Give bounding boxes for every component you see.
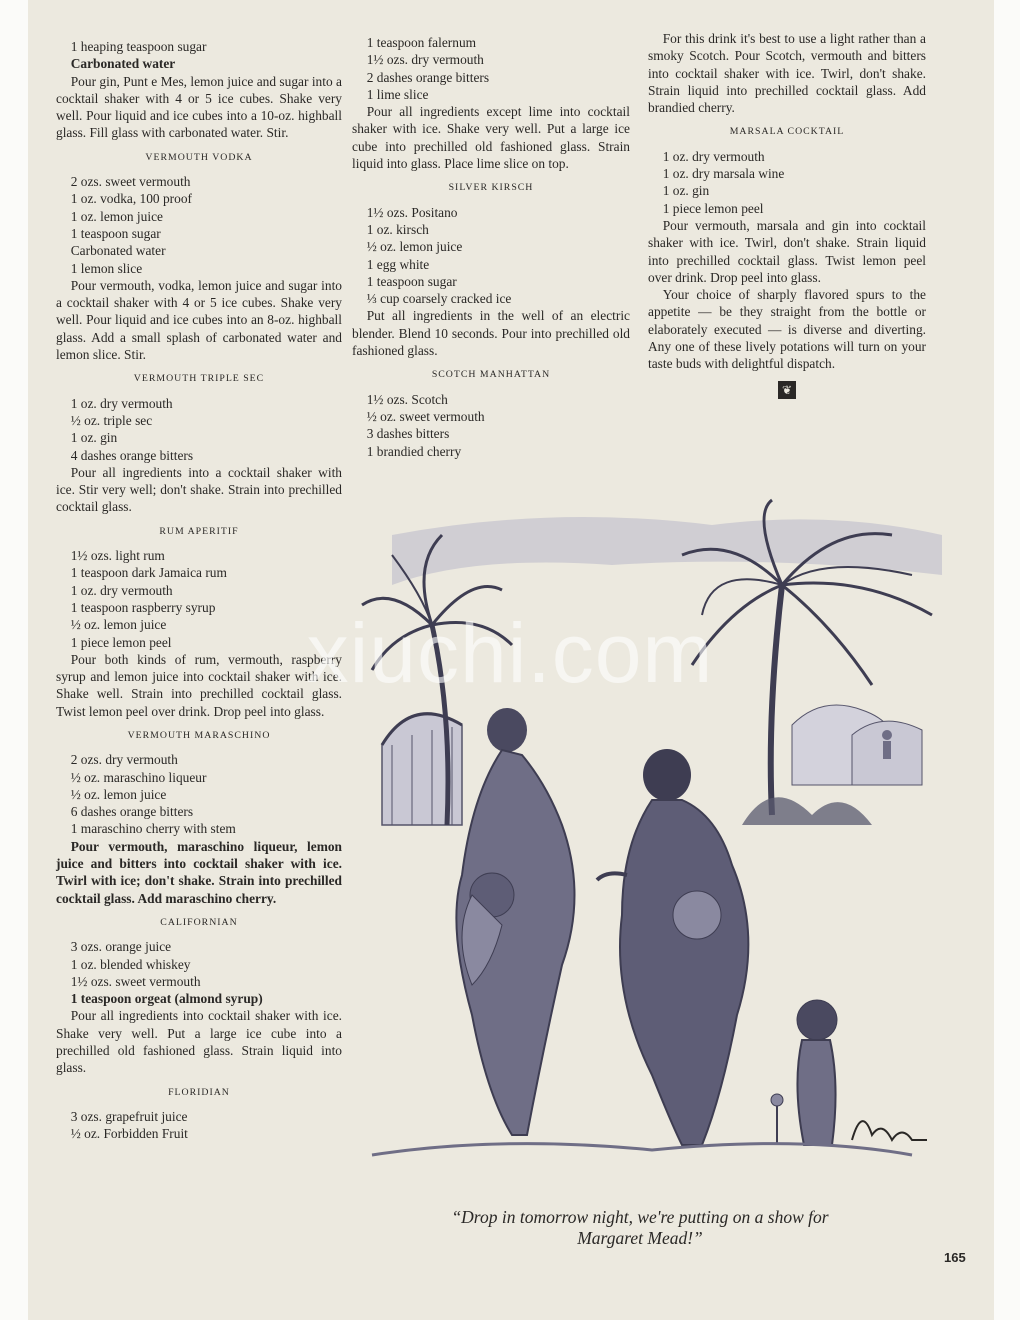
ingredient-line: 1 teaspoon sugar xyxy=(70,225,161,241)
recipe-title: RUM APERITIF xyxy=(159,525,239,537)
recipe-title: SILVER KIRSCH xyxy=(448,182,534,194)
ingredient-line: Carbonated water xyxy=(70,243,166,259)
ingredient-line: 1 teaspoon raspberry syrup xyxy=(70,599,216,615)
ingredient-line: 1 oz. kirsch xyxy=(366,221,429,237)
ingredient-line: 1 oz. blended whiskey xyxy=(70,956,191,972)
ingredient-line: 1 piece lemon peel xyxy=(662,200,764,216)
ingredient-line: ½ oz. lemon juice xyxy=(70,786,167,802)
intro-ingredients xyxy=(56,38,342,73)
ingredient-line: 1 teaspoon sugar xyxy=(366,273,457,289)
recipe-directions: For this drink it's best to use a light rather than a smoky Scotch. Pour Scotch, vermouth and bitters into cocktail shaker with ice. Twirl, don't shake. Strain liquid into prechilled cocktail glass. Add brandied cherry. xyxy=(648,31,926,116)
ingredient-line: 3 dashes bitters xyxy=(366,426,450,442)
recipe-title: SCOTCH MANHATTAN xyxy=(431,369,551,381)
right-margin xyxy=(994,0,1020,1320)
left-margin xyxy=(0,0,28,1320)
recipe-directions: Pour all ingredients into cocktail shaker with ice. Shake very well. Put a large ice cube into a prechilled old fashioned glass. Strain liquid into glass. xyxy=(56,1008,342,1076)
recipe-directions: Pour vermouth, maraschino liqueur, lemon juice and bitters into cocktail shaker with ice. Twirl with ice; don't shake. Strain into prechilled cocktail glass. Add maraschino cherry. xyxy=(56,838,342,906)
ingredient-line: 1½ ozs. Positano xyxy=(366,204,458,220)
recipe-title: CALIFORNIAN xyxy=(160,916,238,928)
ingredient-line: 1 maraschino cherry with stem xyxy=(70,821,236,837)
ingredient-line: 2 dashes orange bitters xyxy=(366,69,490,85)
ingredient-line: ⅓ cup coarsely cracked ice xyxy=(366,291,512,307)
ingredient-line: 1 oz. lemon juice xyxy=(70,208,163,224)
ingredient-line: 1 teaspoon falernum xyxy=(366,35,477,50)
ingredient-line: ½ oz. lemon juice xyxy=(366,239,463,255)
ingredient-line: 1½ ozs. sweet vermouth xyxy=(70,973,201,989)
distant-figure xyxy=(882,730,892,759)
ingredient-line: 2 ozs. dry vermouth xyxy=(70,752,178,768)
ingredient-line: 1 oz. dry vermouth xyxy=(70,395,173,411)
ingredient-line: ½ oz. maraschino liqueur xyxy=(70,769,207,785)
ingredient-line: 1 heaping teaspoon sugar xyxy=(70,39,207,54)
recipe-directions: Pour all ingredients except lime into cocktail shaker with ice. Shake very well. Put a large ice cube into prechilled old fashioned glass. Strain liquid into glass. Place lime slice on top. xyxy=(352,104,630,172)
ingredient-line: ½ oz. triple sec xyxy=(70,412,153,428)
recipe-title: VERMOUTH MARASCHINO xyxy=(127,729,271,741)
artist-signature xyxy=(852,1121,927,1140)
text-column-3 xyxy=(648,30,926,399)
recipe-directions: Pour gin, Punt e Mes, lemon juice and sugar into a cocktail shaker with 4 or 5 ice cubes. Shake very well. Pour liquid and ice cubes into a 10-oz. highball glass. Fill glass with carbonated water. Stir. xyxy=(56,73,342,141)
watermark-text: xiuchi.com xyxy=(306,606,714,700)
page-number: 165 xyxy=(944,1250,966,1265)
rabbit-head-icon: ❦ xyxy=(778,381,796,399)
text-column-1 xyxy=(56,38,342,1143)
recipe-directions: Pour vermouth, vodka, lemon juice and sugar into a cocktail shaker with 4 or 5 ice cubes. Shake very well. Pour liquid and ice cubes into an 8-oz. highball glass. Add a small splash of carbonated water and lemon slice. Stir. xyxy=(56,277,342,363)
ingredient-line: 1 brandied cherry xyxy=(366,443,462,459)
ingredient-line: 1 lime slice xyxy=(366,86,429,102)
recipe-directions: Pour all ingredients into a cocktail shaker with ice. Stir very well; don't shake. Strain into prechilled cocktail glass. xyxy=(56,464,342,515)
ingredient-line: 1 oz. dry vermouth xyxy=(70,582,173,598)
ingredient-line: 1½ ozs. dry vermouth xyxy=(366,52,484,68)
ingredient-line: 1 piece lemon peel xyxy=(70,634,172,650)
ingredient-line: 1 oz. dry vermouth xyxy=(662,148,765,164)
child-figure xyxy=(771,1000,837,1145)
ingredient-line: ½ oz. sweet vermouth xyxy=(366,408,485,424)
woman-left xyxy=(456,708,574,1135)
ingredient-line: 3 ozs. orange juice xyxy=(70,939,172,955)
ingredient-line: ½ oz. lemon juice xyxy=(70,617,167,633)
cartoon-illustration xyxy=(352,495,952,1185)
ingredient-line: 1 oz. dry marsala wine xyxy=(662,166,785,182)
ingredient-line: 1 oz. vodka, 100 proof xyxy=(70,191,192,207)
ingredient-line: 3 ozs. grapefruit juice xyxy=(70,1108,188,1124)
recipe-title: VERMOUTH VODKA xyxy=(145,151,253,163)
recipe-directions: Pour vermouth, marsala and gin into cocktail shaker with ice. Twirl, don't shake. Strain liquid into prechilled cocktail glass. Twist lemon peel over drink. Drop peel into glass. xyxy=(648,217,926,285)
closing-paragraph: Your choice of sharply flavored spurs to the appetite — be they straight from the bottle or elaborately executed — is diverse and diverting. Any one of these lively potations will turn on your taste buds with delightful dispatch. xyxy=(648,287,926,372)
ingredient-line: 1½ ozs. light rum xyxy=(70,548,165,564)
recipe-title: MARSALA COCKTAIL xyxy=(729,126,845,138)
ingredient-line: 1 teaspoon orgeat (almond syrup) xyxy=(70,991,263,1007)
ingredient-line: 6 dashes orange bitters xyxy=(70,804,194,820)
ingredient-line: Carbonated water xyxy=(70,56,176,72)
recipe-title: FLORIDIAN xyxy=(168,1086,230,1098)
recipe-directions: Pour both kinds of rum, vermouth, raspberry syrup and lemon juice into cocktail shaker with ice. Shake well. Strain into prechilled cocktail glass. Twist lemon peel over drink. Drop peel into glass. xyxy=(56,651,342,719)
recipe-title: VERMOUTH TRIPLE SEC xyxy=(133,373,265,385)
recipe-directions: Put all ingredients in the well of an electric blender. Blend 10 seconds. Pour into prechilled old fashioned glass. xyxy=(352,308,630,359)
woman-right xyxy=(597,749,748,1145)
hut-right xyxy=(792,705,922,785)
ingredient-line: 1 lemon slice xyxy=(70,260,143,276)
ingredient-line: 1½ ozs. Scotch xyxy=(366,391,448,407)
text-column-2 xyxy=(352,34,630,460)
ingredient-line: 1 oz. gin xyxy=(70,430,118,446)
ingredient-line: 4 dashes orange bitters xyxy=(70,447,194,463)
ingredient-line: 1 egg white xyxy=(366,256,430,272)
ingredient-line: 1 oz. gin xyxy=(662,183,710,199)
ingredient-line: ½ oz. Forbidden Fruit xyxy=(70,1126,188,1142)
ingredient-line: 2 ozs. sweet vermouth xyxy=(70,174,191,190)
cartoon-caption: “Drop in tomorrow night, we're putting on a show for Margaret Mead!” xyxy=(451,1207,829,1248)
ingredient-line: 1 teaspoon dark Jamaica rum xyxy=(70,565,227,581)
